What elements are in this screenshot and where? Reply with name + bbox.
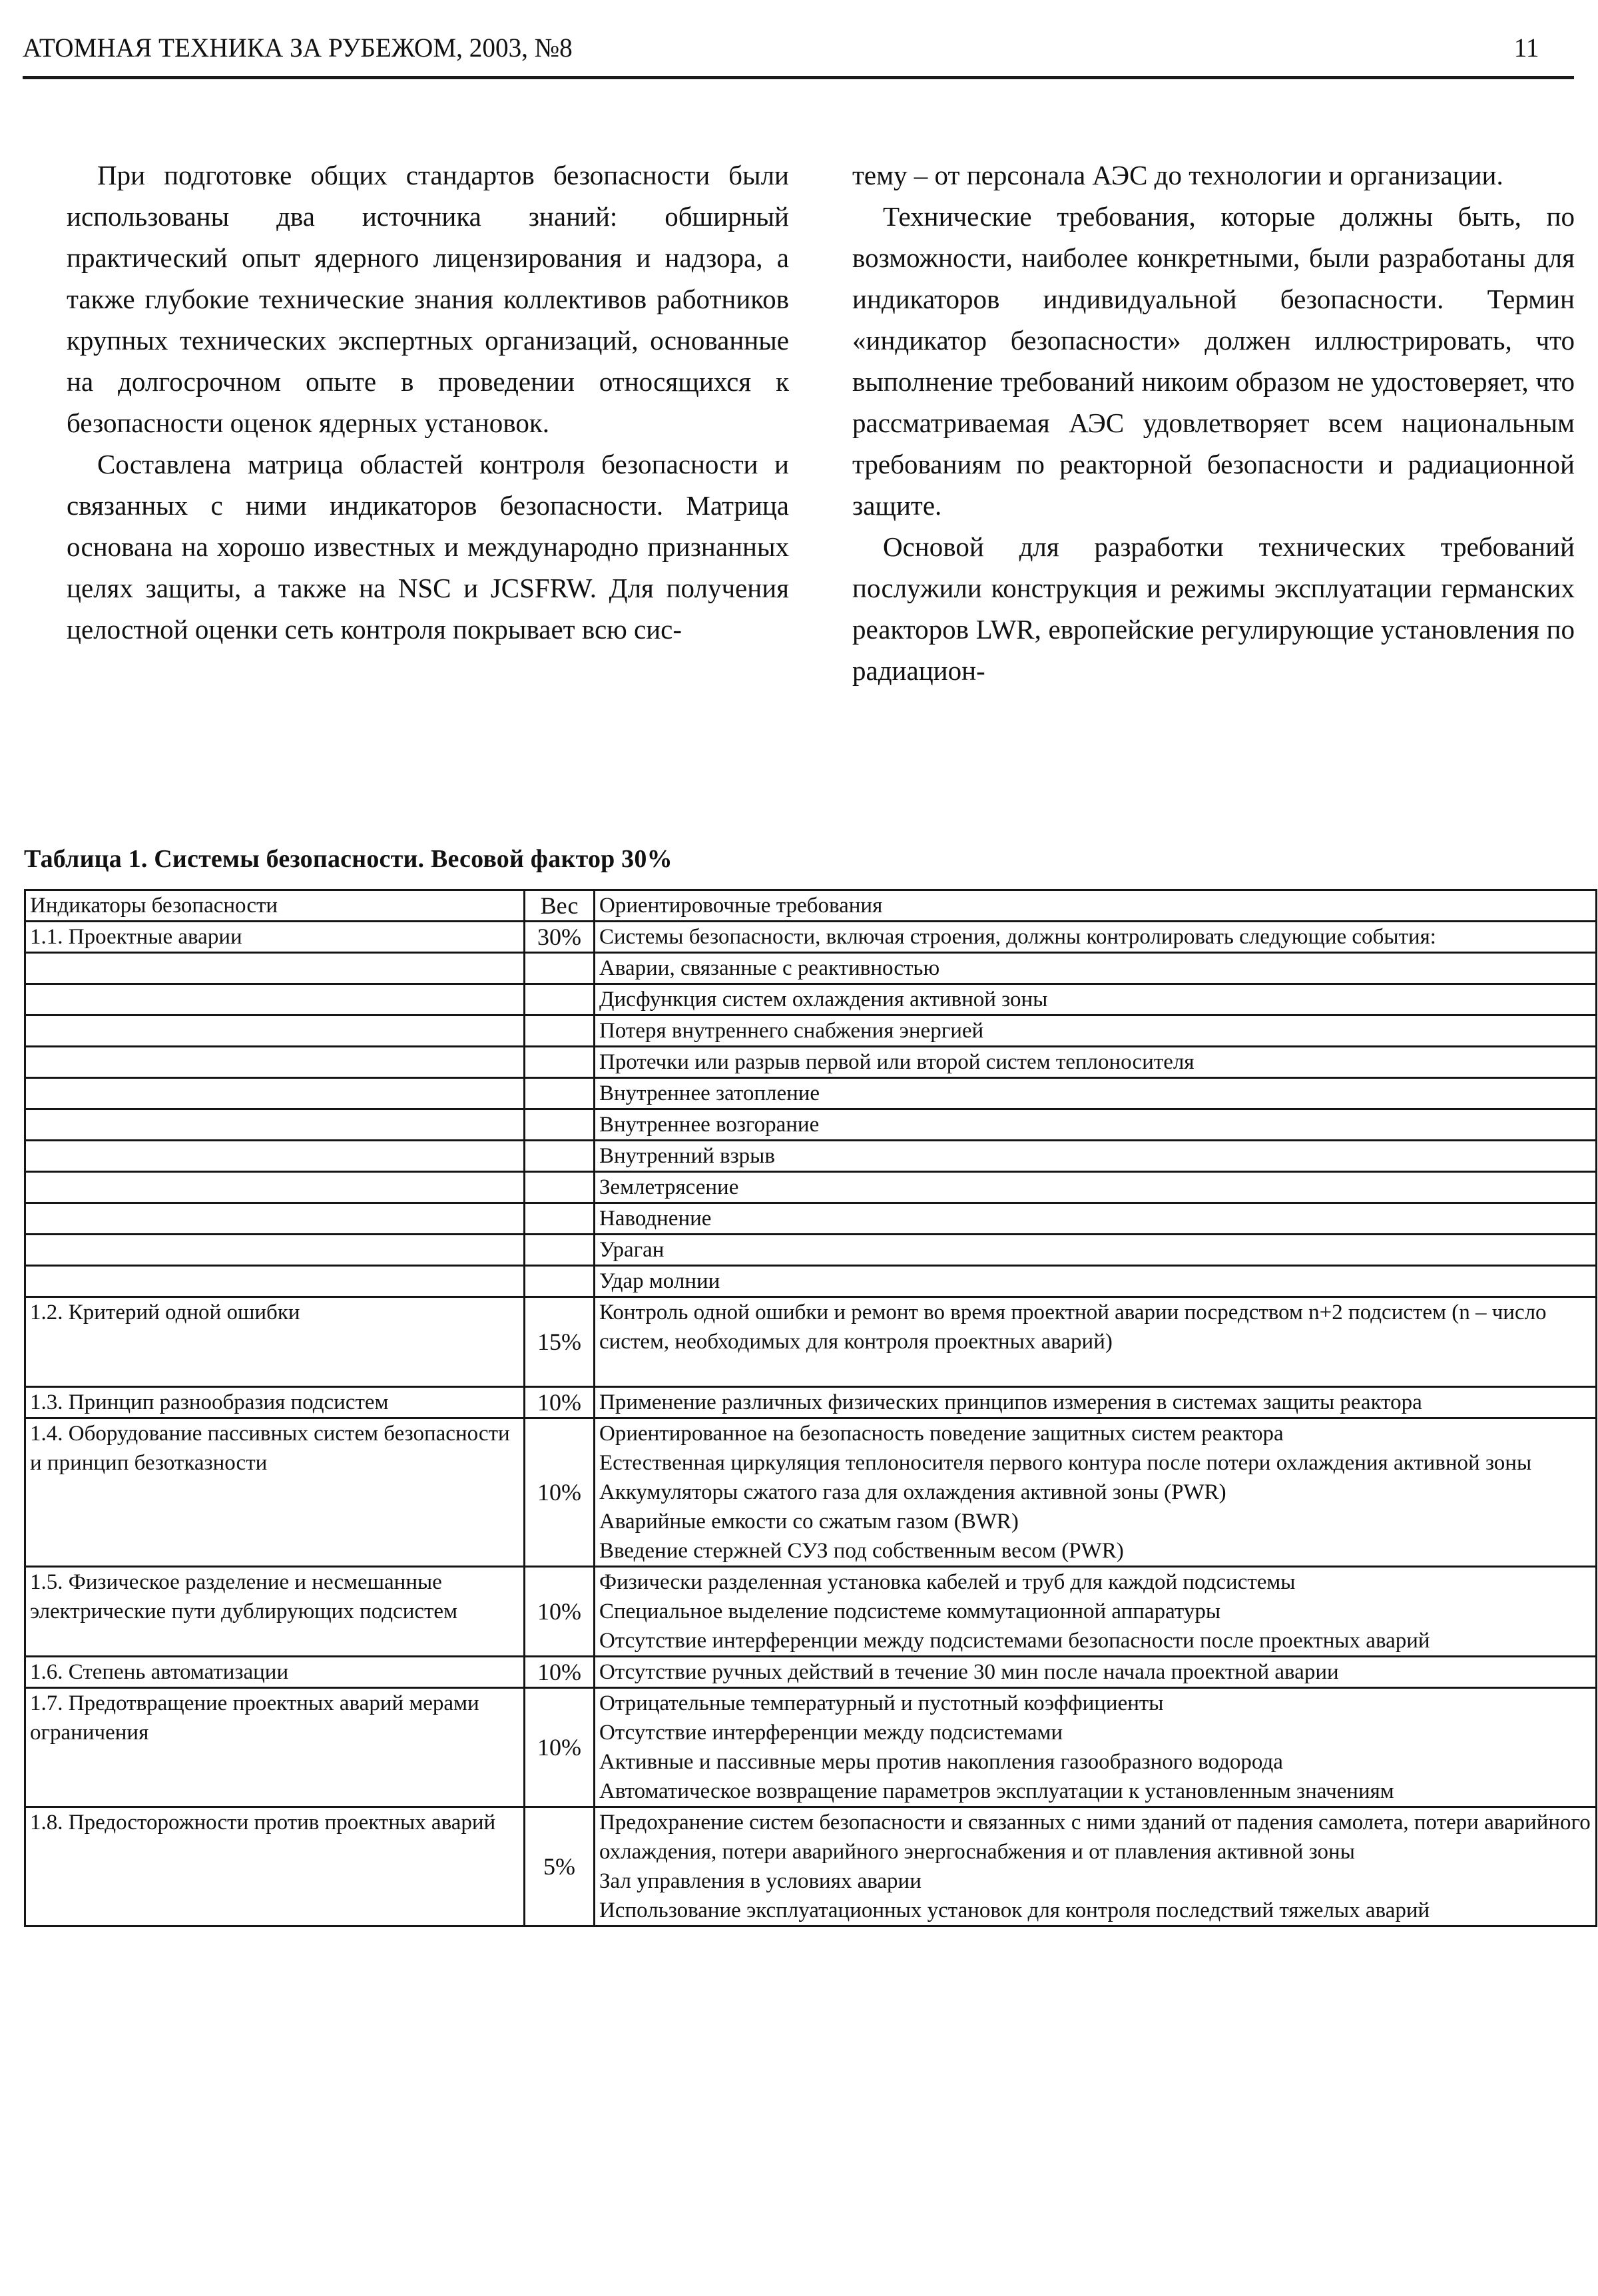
safety-systems-table bbox=[24, 889, 1597, 1927]
journal-title: АТОМНАЯ ТЕХНИКА ЗА РУБЕЖОМ, 2003, №8 bbox=[23, 33, 573, 63]
requirement-item: Внутреннее затопление bbox=[599, 1081, 820, 1105]
requirement-item: Системы безопасности, включая строения, должны контролировать следующие события: bbox=[599, 925, 1436, 949]
requirements-cell bbox=[595, 1266, 1597, 1297]
requirements-cell bbox=[595, 1807, 1597, 1926]
requirement-item: Наводнение bbox=[599, 1207, 712, 1231]
table-row bbox=[25, 1567, 1597, 1657]
requirement-item: Активные и пассивные меры против накопления газообразного водорода bbox=[599, 1750, 1283, 1774]
weight-cell: 30% bbox=[525, 922, 595, 953]
requirement-item: Предохранение систем безопасности и связанных с ними зданий от падения самолета, потери аварийного охлаждения, потери аварийного энергоснабжения и от плавления активной зоны bbox=[599, 1811, 1591, 1864]
requirement-item: Дисфункция систем охлаждения активной зоны bbox=[599, 988, 1048, 1011]
table-row bbox=[25, 1657, 1597, 1688]
requirement-item: Внутренний взрыв bbox=[599, 1144, 775, 1168]
table-row bbox=[25, 953, 1597, 984]
weight-cell: 10% bbox=[525, 1567, 595, 1657]
weight-cell: 5% bbox=[525, 1807, 595, 1926]
indicator-cell bbox=[25, 1235, 525, 1266]
requirement-item: Ураган bbox=[599, 1238, 665, 1262]
requirements-cell bbox=[595, 953, 1597, 984]
indicator-cell: 1.5. Физическое разделение и несмешанные электрические пути дублирующих подсистем bbox=[25, 1567, 525, 1657]
requirements-cell bbox=[595, 1657, 1597, 1688]
paragraph: Составлена матрица областей контроля безопасности и связанных с ними индикаторов безопасности. Матрица основана на хорошо известных и международно признанных целях защиты, а также на NSC и JCSFRW. Для получения целостной оценки сеть контроля покрывает всю сис- bbox=[67, 449, 789, 645]
weight-cell: 10% bbox=[525, 1688, 595, 1807]
indicator-cell bbox=[25, 984, 525, 1015]
requirements-cell bbox=[595, 922, 1597, 953]
requirement-item: Введение стержней СУЗ под собственным весом (PWR) bbox=[599, 1539, 1124, 1563]
requirements-cell bbox=[595, 1047, 1597, 1078]
requirement-item: Удар молнии bbox=[599, 1269, 720, 1293]
left-text-column bbox=[67, 154, 789, 650]
requirements-cell bbox=[595, 1297, 1597, 1387]
indicator-cell: 1.1. Проектные аварии bbox=[25, 922, 525, 953]
indicator-cell: 1.7. Предотвращение проектных аварий мерами ограничения bbox=[25, 1688, 525, 1807]
table-header-row bbox=[25, 890, 1597, 922]
requirements-cell bbox=[595, 1235, 1597, 1266]
table-row bbox=[25, 1297, 1597, 1387]
table-row bbox=[25, 984, 1597, 1015]
table-row bbox=[25, 1387, 1597, 1418]
indicator-cell: 1.6. Степень автоматизации bbox=[25, 1657, 525, 1688]
table-row bbox=[25, 1266, 1597, 1297]
table-row bbox=[25, 1109, 1597, 1141]
requirement-item: Специальное выделение подсистеме коммутационной аппаратуры bbox=[599, 1599, 1221, 1623]
paragraph: При подготовке общих стандартов безопасности были использованы два источника знаний: обширный практический опыт ядерного лицензирования и надзора, а также глубокие технические знания коллективов работников крупных технических экспертных организаций, основанные на долгосрочном опыте в проведении относящихся к безопасности оценок ядерных установок. bbox=[67, 160, 789, 438]
weight-cell: 10% bbox=[525, 1657, 595, 1688]
requirement-item: Применение различных физических принципов измерения в системах защиты реактора bbox=[599, 1390, 1422, 1414]
requirements-cell bbox=[595, 1015, 1597, 1047]
requirement-item: Землетрясение bbox=[599, 1175, 739, 1199]
paragraph: Технические требования, которые должны быть, по возможности, наиболее конкретными, были разработаны для индикаторов индивидуальной безопасности. Термин «индикатор безопасности» должен иллюстрировать, что выполнение требований никоим образом не удостоверяет, что рассматриваемая АЭС удовлетворяет всем национальным требованиям по реакторной безопасности и радиационной защите. bbox=[852, 201, 1575, 521]
indicator-cell bbox=[25, 1266, 525, 1297]
requirements-cell bbox=[595, 984, 1597, 1015]
weight-cell bbox=[525, 1047, 595, 1078]
requirement-item: Внутреннее возгорание bbox=[599, 1113, 820, 1137]
requirement-item: Отрицательные температурный и пустотный коэффициенты bbox=[599, 1691, 1164, 1715]
weight-cell bbox=[525, 1203, 595, 1235]
indicator-cell: 1.3. Принцип разнообразия подсистем bbox=[25, 1387, 525, 1418]
requirement-item: Протечки или разрыв первой или второй систем теплоносителя bbox=[599, 1050, 1195, 1074]
requirements-cell bbox=[595, 1078, 1597, 1109]
paragraph: тему – от персонала АЭС до технологии и организации. bbox=[852, 160, 1503, 190]
table-row bbox=[25, 1807, 1597, 1926]
table-body bbox=[25, 922, 1597, 1926]
requirement-item: Аккумуляторы сжатого газа для охлаждения активной зоны (PWR) bbox=[599, 1480, 1226, 1504]
paragraph: Основой для разработки технических требований послужили конструкция и режимы эксплуатации германских реакторов LWR, европейские регулирующие установления по радиацион- bbox=[852, 531, 1575, 686]
requirement-item: Отсутствие интерференции между подсистемами безопасности после проектных аварий bbox=[599, 1629, 1430, 1653]
requirement-item: Отсутствие ручных действий в течение 30 мин после начала проектной аварии bbox=[599, 1660, 1339, 1684]
requirement-item: Автоматическое возвращение параметров эксплуатации к установленным значениям bbox=[599, 1779, 1394, 1803]
table-row bbox=[25, 1047, 1597, 1078]
requirements-cell bbox=[595, 1567, 1597, 1657]
weight-cell bbox=[525, 1235, 595, 1266]
requirement-item: Зал управления в условиях аварии bbox=[599, 1869, 922, 1893]
requirement-item: Естественная циркуляция теплоносителя первого контура после потери охлаждения активной зоны bbox=[599, 1451, 1532, 1475]
indicator-cell bbox=[25, 1015, 525, 1047]
weight-cell bbox=[525, 1172, 595, 1203]
requirement-item: Использование эксплуатационных установок для контроля последствий тяжелых аварий bbox=[599, 1898, 1430, 1922]
table-row bbox=[25, 1688, 1597, 1807]
requirements-cell bbox=[595, 1203, 1597, 1235]
table-row bbox=[25, 1141, 1597, 1172]
weight-cell bbox=[525, 1078, 595, 1109]
table-row bbox=[25, 922, 1597, 953]
requirement-item: Потеря внутреннего снабжения энергией bbox=[599, 1019, 984, 1043]
requirements-cell bbox=[595, 1172, 1597, 1203]
column-header-indicators: Индикаторы безопасности bbox=[25, 890, 525, 922]
weight-cell bbox=[525, 1141, 595, 1172]
header-rule bbox=[23, 76, 1574, 79]
right-text-column bbox=[852, 154, 1575, 691]
page-number: 11 bbox=[1513, 33, 1539, 63]
indicator-cell bbox=[25, 1172, 525, 1203]
running-head bbox=[23, 25, 1549, 65]
indicator-cell bbox=[25, 1203, 525, 1235]
weight-cell: 10% bbox=[525, 1387, 595, 1418]
requirement-item: Отсутствие интерференции между подсистемами bbox=[599, 1721, 1063, 1745]
weight-cell bbox=[525, 953, 595, 984]
column-header-requirements: Ориентировочные требования bbox=[595, 890, 1597, 922]
table-row bbox=[25, 1015, 1597, 1047]
requirements-cell bbox=[595, 1688, 1597, 1807]
table-row bbox=[25, 1235, 1597, 1266]
indicator-cell bbox=[25, 953, 525, 984]
table-row bbox=[25, 1078, 1597, 1109]
requirement-item: Ориентированное на безопасность поведение защитных систем реактора bbox=[599, 1422, 1284, 1446]
table-row bbox=[25, 1418, 1597, 1567]
indicator-cell bbox=[25, 1047, 525, 1078]
requirements-cell bbox=[595, 1109, 1597, 1141]
table-row bbox=[25, 1203, 1597, 1235]
requirement-item: Контроль одной ошибки и ремонт во время проектной аварии посредством n+2 подсистем (n – число систем, необходимых для контроля проектных аварий) bbox=[599, 1300, 1547, 1354]
table-caption: Таблица 1. Системы безопасности. Весовой фактор 30% bbox=[24, 845, 672, 873]
requirement-item: Аварии, связанные с реактивностью bbox=[599, 956, 940, 980]
weight-cell: 15% bbox=[525, 1297, 595, 1387]
indicator-cell: 1.4. Оборудование пассивных систем безопасности и принцип безотказности bbox=[25, 1418, 525, 1567]
requirements-cell bbox=[595, 1418, 1597, 1567]
indicator-cell bbox=[25, 1078, 525, 1109]
column-header-weight: Вес bbox=[525, 890, 595, 922]
requirements-cell bbox=[595, 1141, 1597, 1172]
weight-cell bbox=[525, 1266, 595, 1297]
weight-cell bbox=[525, 984, 595, 1015]
weight-cell bbox=[525, 1109, 595, 1141]
weight-cell: 10% bbox=[525, 1418, 595, 1567]
table-row bbox=[25, 1172, 1597, 1203]
weight-cell bbox=[525, 1015, 595, 1047]
requirement-item: Физически разделенная установка кабелей и труб для каждой подсистемы bbox=[599, 1570, 1296, 1594]
indicator-cell: 1.2. Критерий одной ошибки bbox=[25, 1297, 525, 1387]
indicator-cell bbox=[25, 1141, 525, 1172]
indicator-cell bbox=[25, 1109, 525, 1141]
requirement-item: Аварийные емкости со сжатым газом (BWR) bbox=[599, 1510, 1019, 1534]
indicator-cell: 1.8. Предосторожности против проектных аварий bbox=[25, 1807, 525, 1926]
requirements-cell bbox=[595, 1387, 1597, 1418]
